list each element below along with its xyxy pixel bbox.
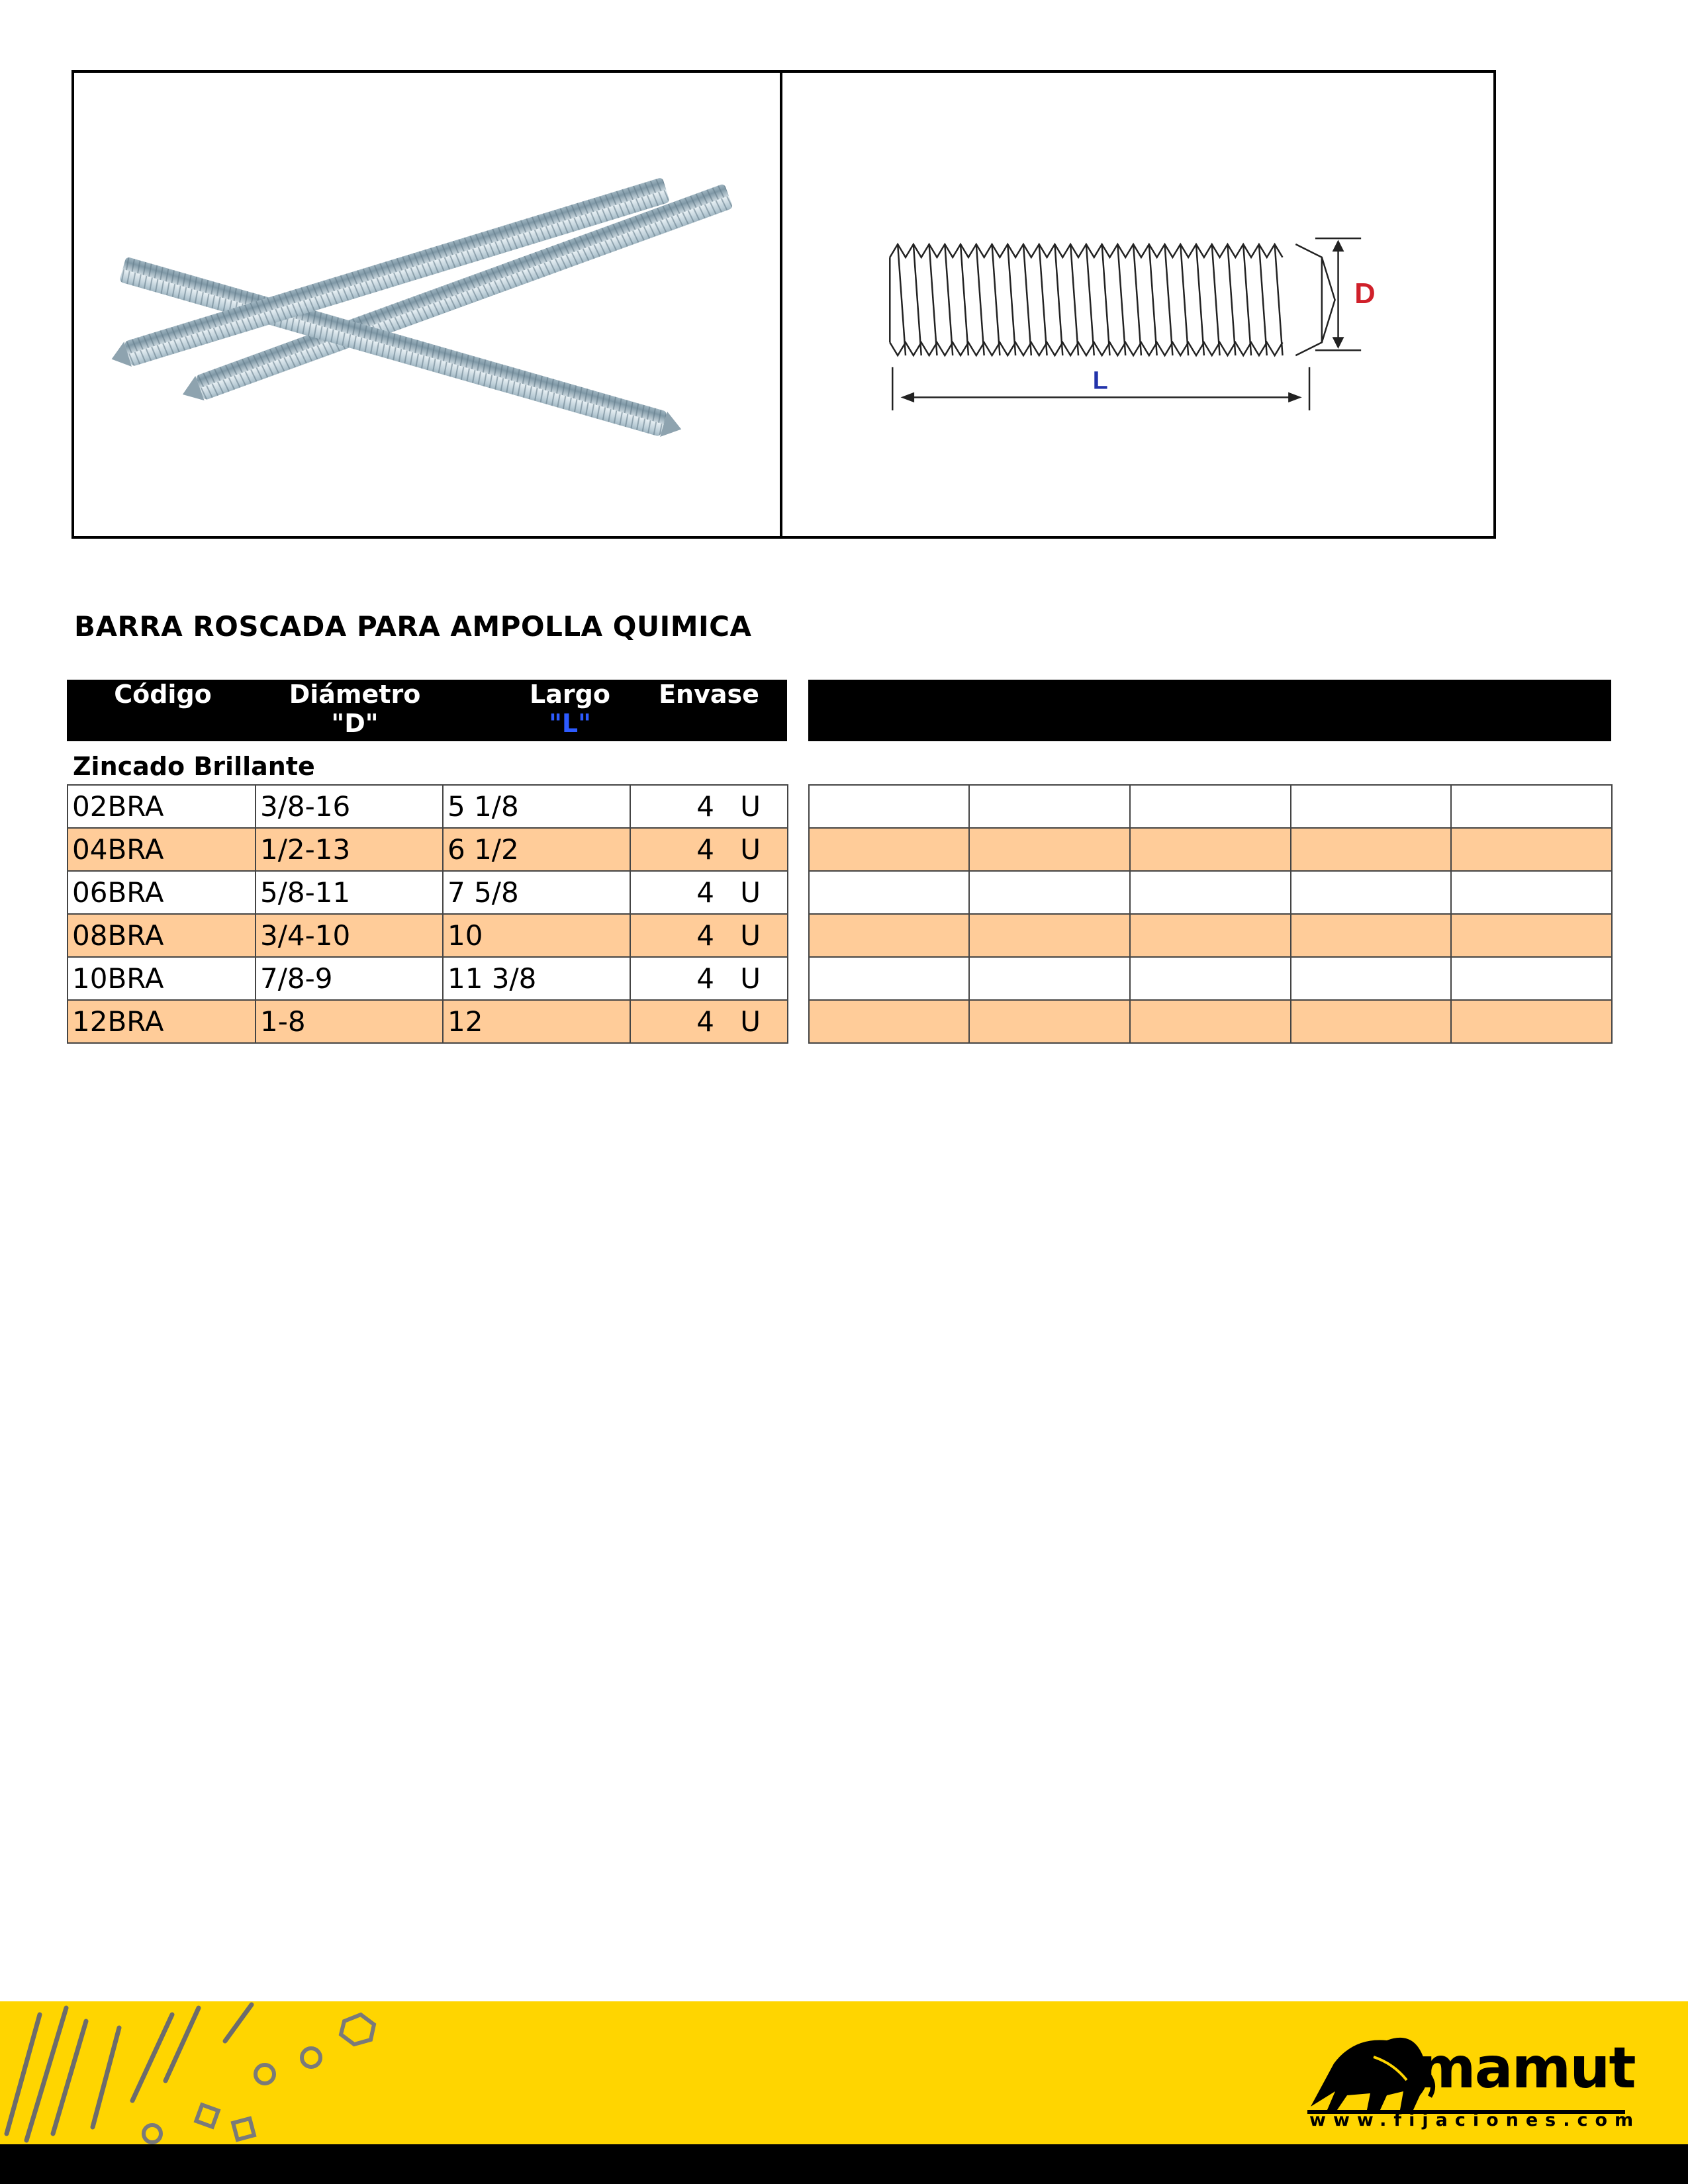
blank-cell	[1451, 871, 1612, 914]
header-codigo	[80, 680, 246, 709]
table-row	[68, 914, 788, 957]
header-diametro	[259, 680, 451, 738]
blank-cell	[809, 828, 969, 871]
header-largo-sub: "L"	[549, 709, 591, 738]
envase-qty: 4	[696, 876, 714, 909]
blank-cell	[1130, 828, 1291, 871]
header-envase-label: Envase	[659, 680, 759, 709]
footer-bottom-bar	[0, 2144, 1688, 2184]
blank-cell	[809, 785, 969, 828]
blank-cell	[1130, 871, 1291, 914]
envase-unit: U	[740, 1005, 761, 1038]
cell-codigo: 06BRA	[68, 871, 256, 914]
blank-cell	[809, 871, 969, 914]
brand-url[interactable]: www.fijaciones.com	[1309, 2110, 1641, 2130]
cell-diametro: 1-8	[256, 1000, 443, 1043]
blank-cell	[1130, 1000, 1291, 1043]
cell-envase	[630, 1000, 788, 1043]
table-row	[68, 828, 788, 871]
blank-header	[808, 680, 1611, 741]
envase-unit: U	[740, 962, 761, 995]
envase-qty: 4	[696, 919, 714, 952]
envase-qty: 4	[696, 1005, 714, 1038]
table-row	[68, 957, 788, 1000]
envase-unit: U	[740, 876, 761, 909]
blank-cell	[969, 785, 1130, 828]
cell-largo: 11 3/8	[443, 957, 630, 1000]
blank-cell	[969, 871, 1130, 914]
table-row	[68, 871, 788, 914]
cell-diametro: 3/8-16	[256, 785, 443, 828]
length-label: L	[1092, 366, 1108, 394]
blank-cell	[969, 1000, 1130, 1043]
blank-row	[809, 957, 1612, 1000]
blank-table	[808, 784, 1613, 1044]
product-table	[67, 784, 788, 1044]
section-label: Zincado Brillante	[73, 752, 315, 781]
blank-cell	[1130, 785, 1291, 828]
header-envase	[643, 680, 775, 709]
blank-row	[809, 1000, 1612, 1043]
envase-unit: U	[740, 919, 761, 952]
cell-envase	[630, 785, 788, 828]
cell-largo: 6 1/2	[443, 828, 630, 871]
cell-codigo: 10BRA	[68, 957, 256, 1000]
blank-row	[809, 914, 1612, 957]
table-row	[68, 1000, 788, 1043]
blank-cell	[809, 914, 969, 957]
blank-cell	[969, 957, 1130, 1000]
blank-cell	[1291, 785, 1451, 828]
envase-unit: U	[740, 790, 761, 823]
blank-cell	[1451, 785, 1612, 828]
table-row	[68, 785, 788, 828]
blank-cell	[1451, 1000, 1612, 1043]
envase-qty: 4	[696, 790, 714, 823]
cell-envase	[630, 957, 788, 1000]
blank-cell	[1291, 1000, 1451, 1043]
blank-cell	[1130, 957, 1291, 1000]
blank-row	[809, 785, 1612, 828]
header-diametro-label: Diámetro	[289, 680, 421, 709]
blank-cell	[1451, 914, 1612, 957]
header-diametro-sub: "D"	[331, 709, 379, 738]
brand-name: mamut	[1417, 2035, 1635, 2101]
header-largo-label: Largo	[530, 680, 610, 709]
blank-cell	[1291, 828, 1451, 871]
threaded-rods-image	[74, 73, 780, 536]
cell-largo: 10	[443, 914, 630, 957]
envase-unit: U	[740, 833, 761, 866]
cell-codigo: 02BRA	[68, 785, 256, 828]
cell-largo: 5 1/8	[443, 785, 630, 828]
blank-cell	[1291, 914, 1451, 957]
blank-cell	[809, 957, 969, 1000]
blank-cell	[1291, 871, 1451, 914]
envase-qty: 4	[696, 962, 714, 995]
page-title: BARRA ROSCADA PARA AMPOLLA QUIMICA	[74, 610, 752, 643]
blank-cell	[1451, 957, 1612, 1000]
cell-codigo: 08BRA	[68, 914, 256, 957]
table-header	[67, 680, 787, 741]
cell-envase	[630, 914, 788, 957]
header-codigo-label: Código	[114, 680, 212, 709]
blank-cell	[1130, 914, 1291, 957]
blank-row	[809, 871, 1612, 914]
cell-codigo: 12BRA	[68, 1000, 256, 1043]
cell-diametro: 1/2-13	[256, 828, 443, 871]
blank-cell	[1451, 828, 1612, 871]
cell-diametro: 5/8-11	[256, 871, 443, 914]
cell-diametro: 7/8-9	[256, 957, 443, 1000]
cell-codigo: 04BRA	[68, 828, 256, 871]
blank-cell	[809, 1000, 969, 1043]
cell-diametro: 3/4-10	[256, 914, 443, 957]
diameter-label: D	[1354, 278, 1376, 310]
cell-envase	[630, 871, 788, 914]
blank-cell	[969, 914, 1130, 957]
blank-cell	[1291, 957, 1451, 1000]
cell-envase	[630, 828, 788, 871]
cell-largo: 12	[443, 1000, 630, 1043]
blank-row	[809, 828, 1612, 871]
blank-cell	[969, 828, 1130, 871]
envase-qty: 4	[696, 833, 714, 866]
dimension-diagram	[782, 70, 1496, 539]
hardware-collage-icon	[0, 2001, 424, 2144]
cell-largo: 7 5/8	[443, 871, 630, 914]
product-photo	[71, 70, 782, 539]
